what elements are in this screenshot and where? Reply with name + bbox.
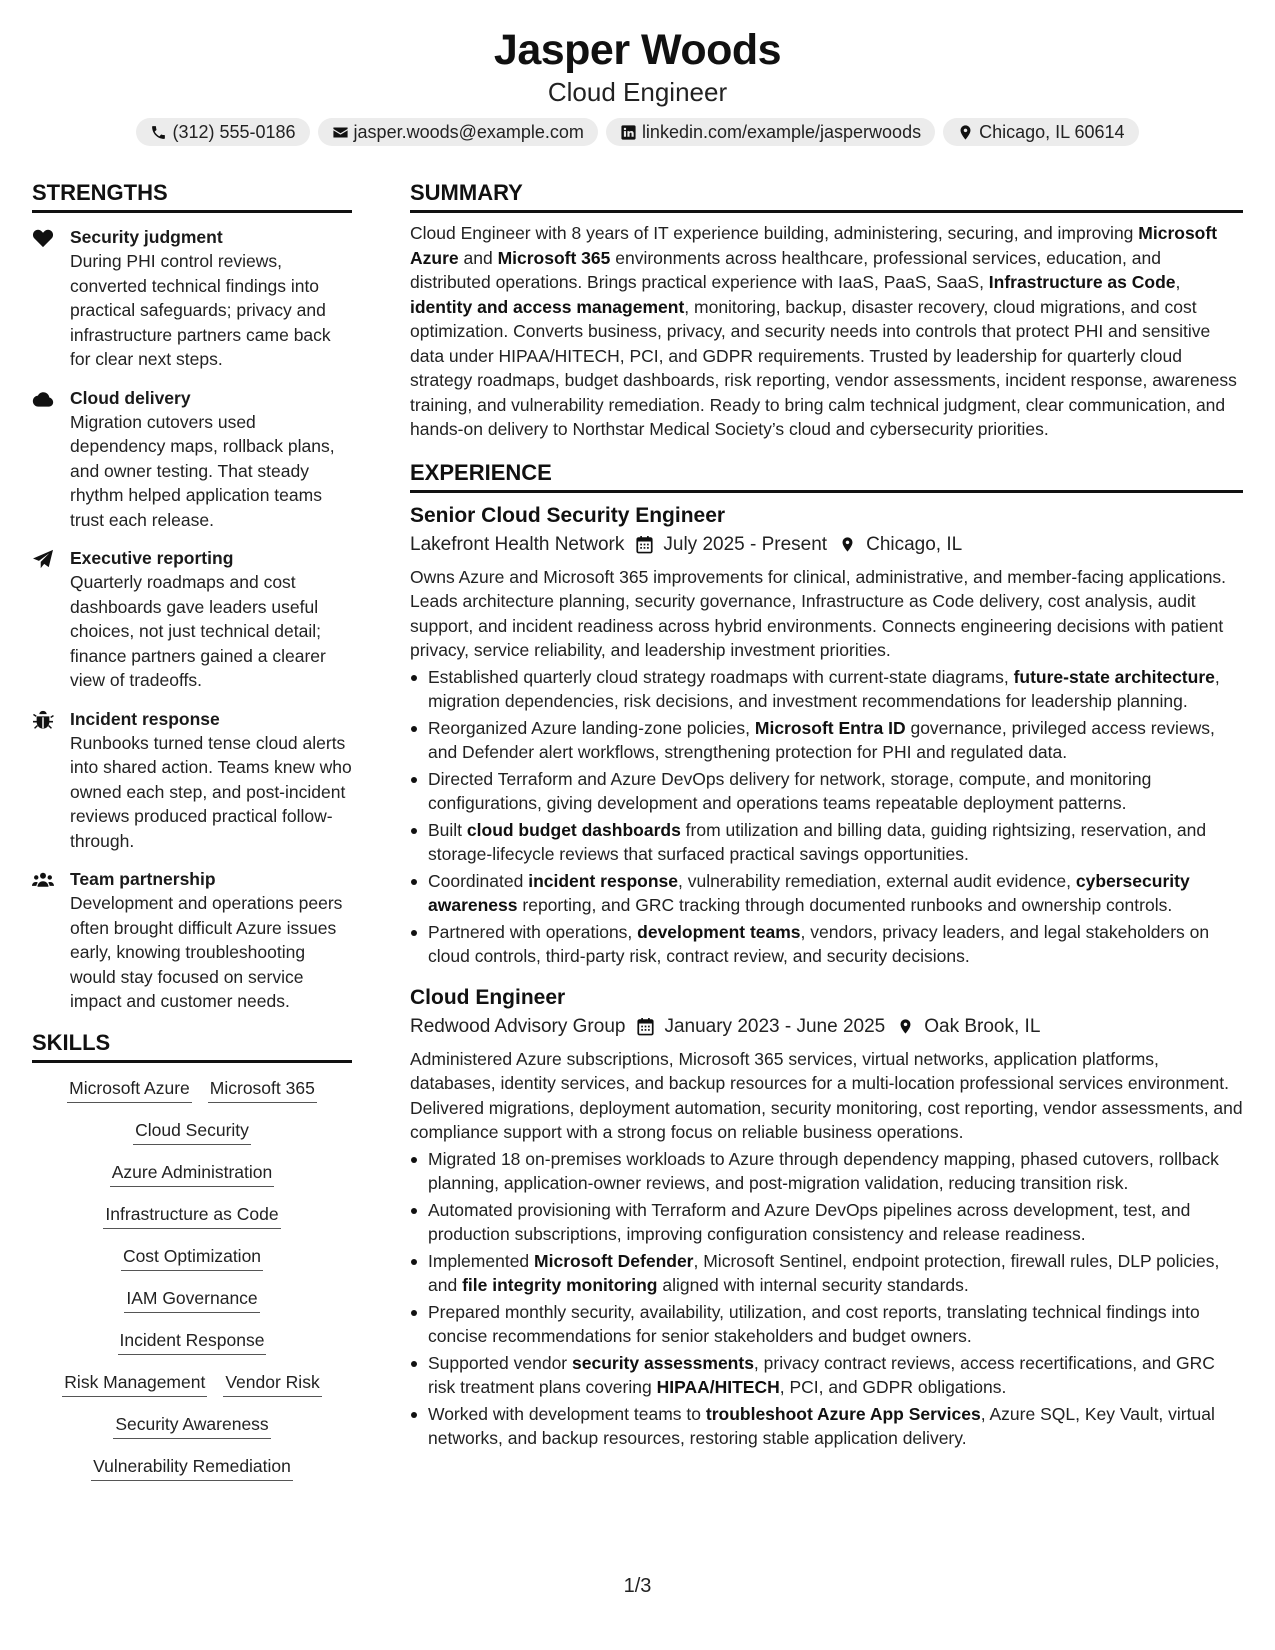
phone-text: (312) 555-0186 [172, 122, 296, 142]
job-location: Oak Brook, IL [924, 1015, 1041, 1037]
strengths-heading: STRENGTHS [32, 178, 352, 213]
job-description: Administered Azure subscriptions, Microsoft 365 services, virtual networks, application platforms, databases, identity services, and backup resources for a multi-location professional services environment. Delivered migrations, deployment automation, security monitoring, cost reporting, vendor assessments, and compliance support with a strong focus on reliable business operations. [410, 1048, 1243, 1142]
bold-phrase: security assessments [572, 1352, 754, 1373]
skill-tag: Cost Optimization [121, 1245, 263, 1271]
strength-item [32, 225, 352, 372]
job-location: Chicago, IL [866, 533, 963, 555]
bullet-item: Directed Terraform and Azure DevOps delivery for network, storage, compute, and monitoring configurations, giving development and operations teams repeatable deployment patterns. [410, 767, 1243, 816]
linkedin-icon [620, 124, 637, 141]
bullet-item: Implemented Microsoft Defender, Microsoft Sentinel, endpoint protection, firewall rules, DLP policies, and file integrity monitoring aligned with internal security standards. [410, 1249, 1243, 1298]
skill-tag: Microsoft Azure [67, 1077, 192, 1103]
job-title: Cloud Engineer [410, 985, 566, 1009]
skill-tag: Microsoft 365 [208, 1077, 317, 1103]
bullet-item: Partnered with operations, development teams, vendors, privacy leaders, and legal stakeholders on cloud controls, third-party risk, contract review, and security decisions. [410, 920, 1243, 969]
job-title: Senior Cloud Security Engineer [410, 503, 726, 527]
calendar-icon [636, 535, 653, 554]
bullet-item: Coordinated incident response, vulnerability remediation, external audit evidence, cybersecurity awareness reporting, and GRC tracking through documented runbooks and ownership controls. [410, 869, 1243, 918]
skill-tag: Infrastructure as Code [103, 1203, 280, 1229]
strength-desc: Migration cutovers used dependency maps, rollback plans, and owner testing. That steady rhythm helped application teams trust each release. [70, 411, 335, 530]
calendar-icon [637, 1017, 654, 1036]
cloud-icon [32, 389, 54, 409]
bold-phrase: development teams [637, 921, 801, 942]
strength-item [32, 867, 352, 1014]
job-meta [410, 1013, 1243, 1041]
candidate-title: Cloud Engineer [547, 77, 728, 107]
bullet-item: Built cloud budget dashboards from utilization and billing data, guiding rightsizing, reservation, and storage-lifecycle reviews that surfaced practical savings opportunities. [410, 818, 1243, 867]
skill-tag: Cloud Security [133, 1119, 251, 1145]
resume-header [0, 22, 1275, 146]
job-dates: January 2023 - June 2025 [664, 1015, 886, 1037]
summary-text: Cloud Engineer with 8 years of IT experience building, administering, securing, and improving Microsoft Azure and Microsoft 365 environments across healthcare, professional services, education, and distributed operations. Brings practical experience with IaaS, PaaS, SaaS, Infrastructure as Code, identity and access management, monitoring, backup, disaster recovery, cloud migrations, and cost optimization. Converts business, privacy, and security needs into controls that protect PHI and sensitive data under HIPAA/HITECH, PCI, and GDPR requirements. Trusted by leadership for quarterly cloud strategy roadmaps, budget dashboards, risk reporting, vendor assessments, incident response, awareness training, and vulnerability remediation. Ready to bring calm technical judgment, clear communication, and hands-on delivery to Northstar Medical Society’s cloud and cybersecurity priorities. [410, 223, 1237, 439]
linkedin-text: linkedin.com/example/jasperwoods [641, 122, 922, 142]
bullet-item: Migrated 18 on-premises workloads to Azure through dependency mapping, phased cutovers, rollback planning, application-owner reviews, and post-migration validation, reducing transition risk. [410, 1147, 1243, 1196]
job-bullets [410, 1147, 1243, 1451]
skill-tag: Azure Administration [110, 1161, 275, 1187]
phone-contact[interactable] [136, 118, 309, 146]
paper-plane-icon [32, 549, 54, 569]
bullet-item: Supported vendor security assessments, privacy contract reviews, access recertifications, and GRC risk treatment plans covering HIPAA/HITECH, PCI, and GDPR obligations. [410, 1351, 1243, 1400]
strength-desc: Runbooks turned tense cloud alerts into shared action. Teams knew who owned each step, and post-incident reviews produced practical follow-through. [70, 732, 352, 851]
company-name: Redwood Advisory Group [410, 1015, 626, 1037]
bullet-item: Worked with development teams to troubleshoot Azure App Services, Azure SQL, Key Vault, virtual networks, and backup resources, restoring stable application delivery. [410, 1402, 1243, 1451]
linkedin-contact[interactable] [606, 118, 935, 146]
page-number: 1/3 [623, 1575, 652, 1597]
left-column [32, 178, 352, 1481]
bold-phrase: Microsoft Azure [410, 223, 1218, 268]
bold-phrase: cloud budget dashboards [466, 819, 681, 840]
skill-tag: Incident Response [118, 1329, 267, 1355]
job-bullets [410, 665, 1243, 969]
skills-list [32, 1077, 352, 1481]
skill-tag: Security Awareness [113, 1413, 270, 1439]
location-contact[interactable] [943, 118, 1138, 146]
strength-desc: Development and operations peers often brought difficult Azure issues early, knowing troubleshooting would stay focused on service impact and customer needs. [70, 893, 343, 1011]
bold-phrase: troubleshoot Azure App Services [705, 1403, 981, 1424]
strength-desc: During PHI control reviews, converted technical findings into practical safeguards; privacy and infrastructure partners came back for clear next steps. [70, 251, 331, 369]
job-dates: July 2025 - Present [663, 533, 828, 555]
strength-title: Cloud delivery [70, 387, 191, 408]
summary-heading: SUMMARY [410, 178, 1243, 213]
job-entry [410, 501, 1243, 969]
contact-bar [0, 118, 1275, 146]
bold-phrase: HIPAA/HITECH [656, 1377, 780, 1397]
bullet-item: Automated provisioning with Terraform and Azure DevOps pipelines across development, test, and production subscriptions, improving configuration consistency and release readiness. [410, 1198, 1243, 1247]
candidate-name: Jasper Woods [493, 26, 782, 74]
map-marker-icon [897, 1017, 914, 1036]
bullet-item: Prepared monthly security, availability, utilization, and cost reports, translating technical findings into concise recommendations for senior stakeholders and budget owners. [410, 1300, 1243, 1349]
skill-tag: Vendor Risk [223, 1371, 321, 1397]
skill-tag: Risk Management [62, 1371, 207, 1397]
strength-title: Security judgment [70, 227, 223, 247]
envelope-icon [332, 124, 349, 141]
experience-heading: EXPERIENCE [410, 458, 1243, 493]
job-entry [410, 983, 1243, 1451]
phone-icon [150, 124, 167, 141]
bold-phrase: future-state architecture [1013, 666, 1215, 687]
bullet-item: Established quarterly cloud strategy roadmaps with current-state diagrams, future-state architecture, migration dependencies, risk decisions, and investment recommendations for leadership planning. [410, 665, 1243, 714]
job-description: Owns Azure and Microsoft 365 improvements for clinical, administrative, and member-facing applications. Leads architecture planning, security governance, Infrastructure as Code delivery, cost analysis, audit support, and incident readiness across hybrid environments. Connects engineering decisions with patient privacy, service reliability, and leadership investment priorities. [410, 566, 1227, 660]
bold-phrase: incident response [528, 870, 678, 891]
email-text: jasper.woods@example.com [353, 122, 584, 142]
strength-item [32, 546, 352, 693]
bold-phrase: Microsoft Defender [534, 1250, 694, 1271]
location-text: Chicago, IL 60614 [979, 122, 1125, 142]
skill-tag: IAM Governance [124, 1287, 259, 1313]
strengths-list [32, 225, 352, 1014]
users-icon [32, 870, 54, 890]
bold-phrase: Microsoft 365 [497, 247, 611, 268]
strength-item [32, 707, 352, 854]
strength-desc: Quarterly roadmaps and cost dashboards gave leaders useful choices, not just technical detail; finance partners gained a clearer view of tradeoffs. [70, 572, 326, 690]
skills-heading: SKILLS [32, 1028, 352, 1063]
strength-title: Team partnership [70, 869, 216, 889]
bug-icon [32, 710, 54, 730]
company-name: Lakefront Health Network [410, 533, 625, 555]
bold-phrase: identity and access management [410, 296, 685, 317]
strength-item [32, 386, 352, 533]
bullet-item: Reorganized Azure landing-zone policies, Microsoft Entra ID governance, privileged access reviews, and Defender alert workflows, strengthening protection for PHI and regulated data. [410, 716, 1243, 765]
heart-icon [32, 228, 54, 248]
strength-title: Incident response [70, 708, 220, 729]
map-marker-icon [957, 124, 974, 141]
skill-tag: Vulnerability Remediation [91, 1455, 293, 1481]
bold-phrase: file integrity monitoring [462, 1275, 658, 1295]
bold-phrase: Infrastructure as Code [988, 272, 1176, 292]
right-column [410, 178, 1243, 1453]
job-meta [410, 531, 1243, 559]
email-contact[interactable] [318, 118, 598, 146]
bold-phrase: Microsoft Entra ID [754, 717, 906, 738]
bold-phrase: cybersecurity awareness [428, 870, 1190, 915]
strength-title: Executive reporting [70, 548, 234, 568]
map-marker-icon [839, 535, 856, 554]
